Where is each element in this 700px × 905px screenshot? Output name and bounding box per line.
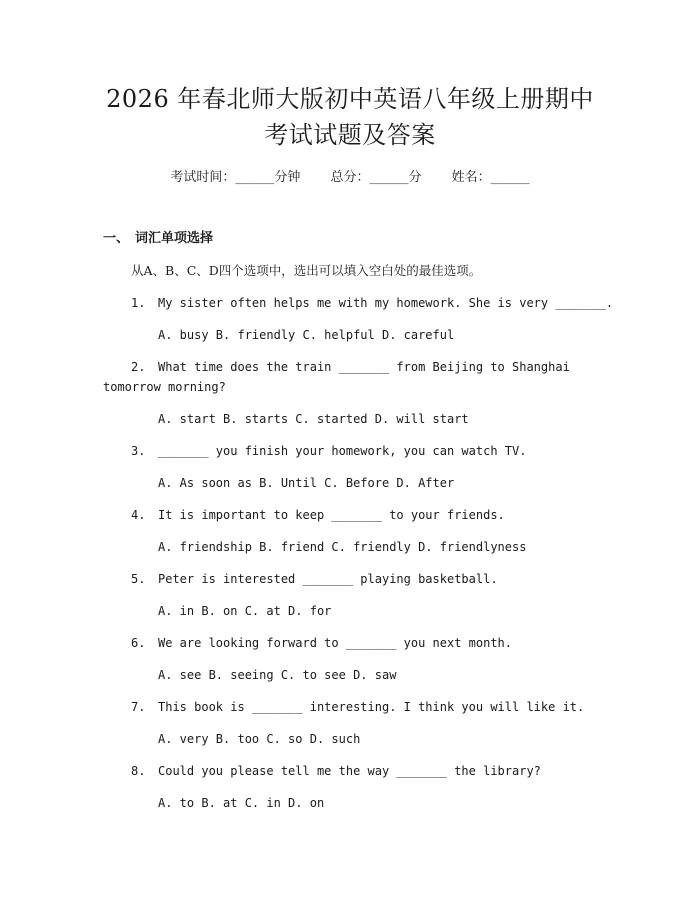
question	[131, 633, 512, 653]
question-number: 7.	[131, 700, 146, 714]
question-text: It is important to keep _______ to your friends.	[158, 508, 505, 522]
exam-title-line2: 考试试题及答案	[264, 121, 436, 149]
question-number: 4.	[131, 508, 146, 522]
question	[131, 505, 505, 525]
section-instruction: 从A、B、C、D四个选项中，选出可以填入空白处的最佳选项。	[131, 263, 482, 278]
total-score: 总分：______分	[330, 170, 422, 185]
section-title: 词汇单项选择	[135, 231, 214, 246]
question-number: 1.	[131, 296, 146, 310]
exam-meta	[0, 168, 700, 188]
question-number: 8.	[131, 764, 146, 778]
question-text: _______ you finish your homework, you can watch TV.	[158, 444, 527, 458]
question-options: A. in B. on C. at D. for	[158, 604, 332, 618]
question-number: 5.	[131, 572, 146, 586]
student-name: 姓名：______	[451, 170, 530, 185]
question-text-continued: tomorrow morning?	[103, 380, 226, 394]
question-options: A. very B. too C. so D. such	[158, 732, 361, 746]
question-text: We are looking forward to _______ you next month.	[158, 636, 513, 650]
question-options: A. see B. seeing C. to see D. saw	[158, 668, 397, 682]
question-number: 2.	[131, 360, 146, 374]
question-number: 3.	[131, 444, 146, 458]
question-options: A. busy B. friendly C. helpful D. careful	[158, 328, 455, 342]
exam-title-line1: 2026 年春北师大版初中英语八年级上册期中	[106, 85, 594, 113]
question-text: What time does the train _______ from Beijing to Shanghai	[158, 360, 570, 374]
question	[131, 697, 584, 717]
question	[131, 293, 613, 313]
question-text: My sister often helps me with my homework. She is very _______.	[158, 296, 614, 310]
section-number: 一、	[103, 231, 130, 246]
question-options: A. to B. at C. in D. on	[158, 796, 325, 810]
question-text: This book is _______ interesting. I think you will like it.	[158, 700, 585, 714]
exam-time: 考试时间：______分钟	[170, 170, 301, 185]
question	[131, 357, 570, 377]
section-heading	[103, 229, 213, 249]
question	[131, 441, 526, 461]
question-options: A. friendship B. friend C. friendly D. friendlyness	[158, 540, 527, 554]
question-options: A. As soon as B. Until C. Before D. After	[158, 476, 455, 490]
question	[131, 761, 541, 781]
question-number: 6.	[131, 636, 146, 650]
question	[131, 569, 498, 589]
question-options: A. start B. starts C. started D. will start	[158, 412, 469, 426]
question-text: Peter is interested _______ playing basketball.	[158, 572, 498, 586]
question-text: Could you please tell me the way _______ the library?	[158, 764, 541, 778]
